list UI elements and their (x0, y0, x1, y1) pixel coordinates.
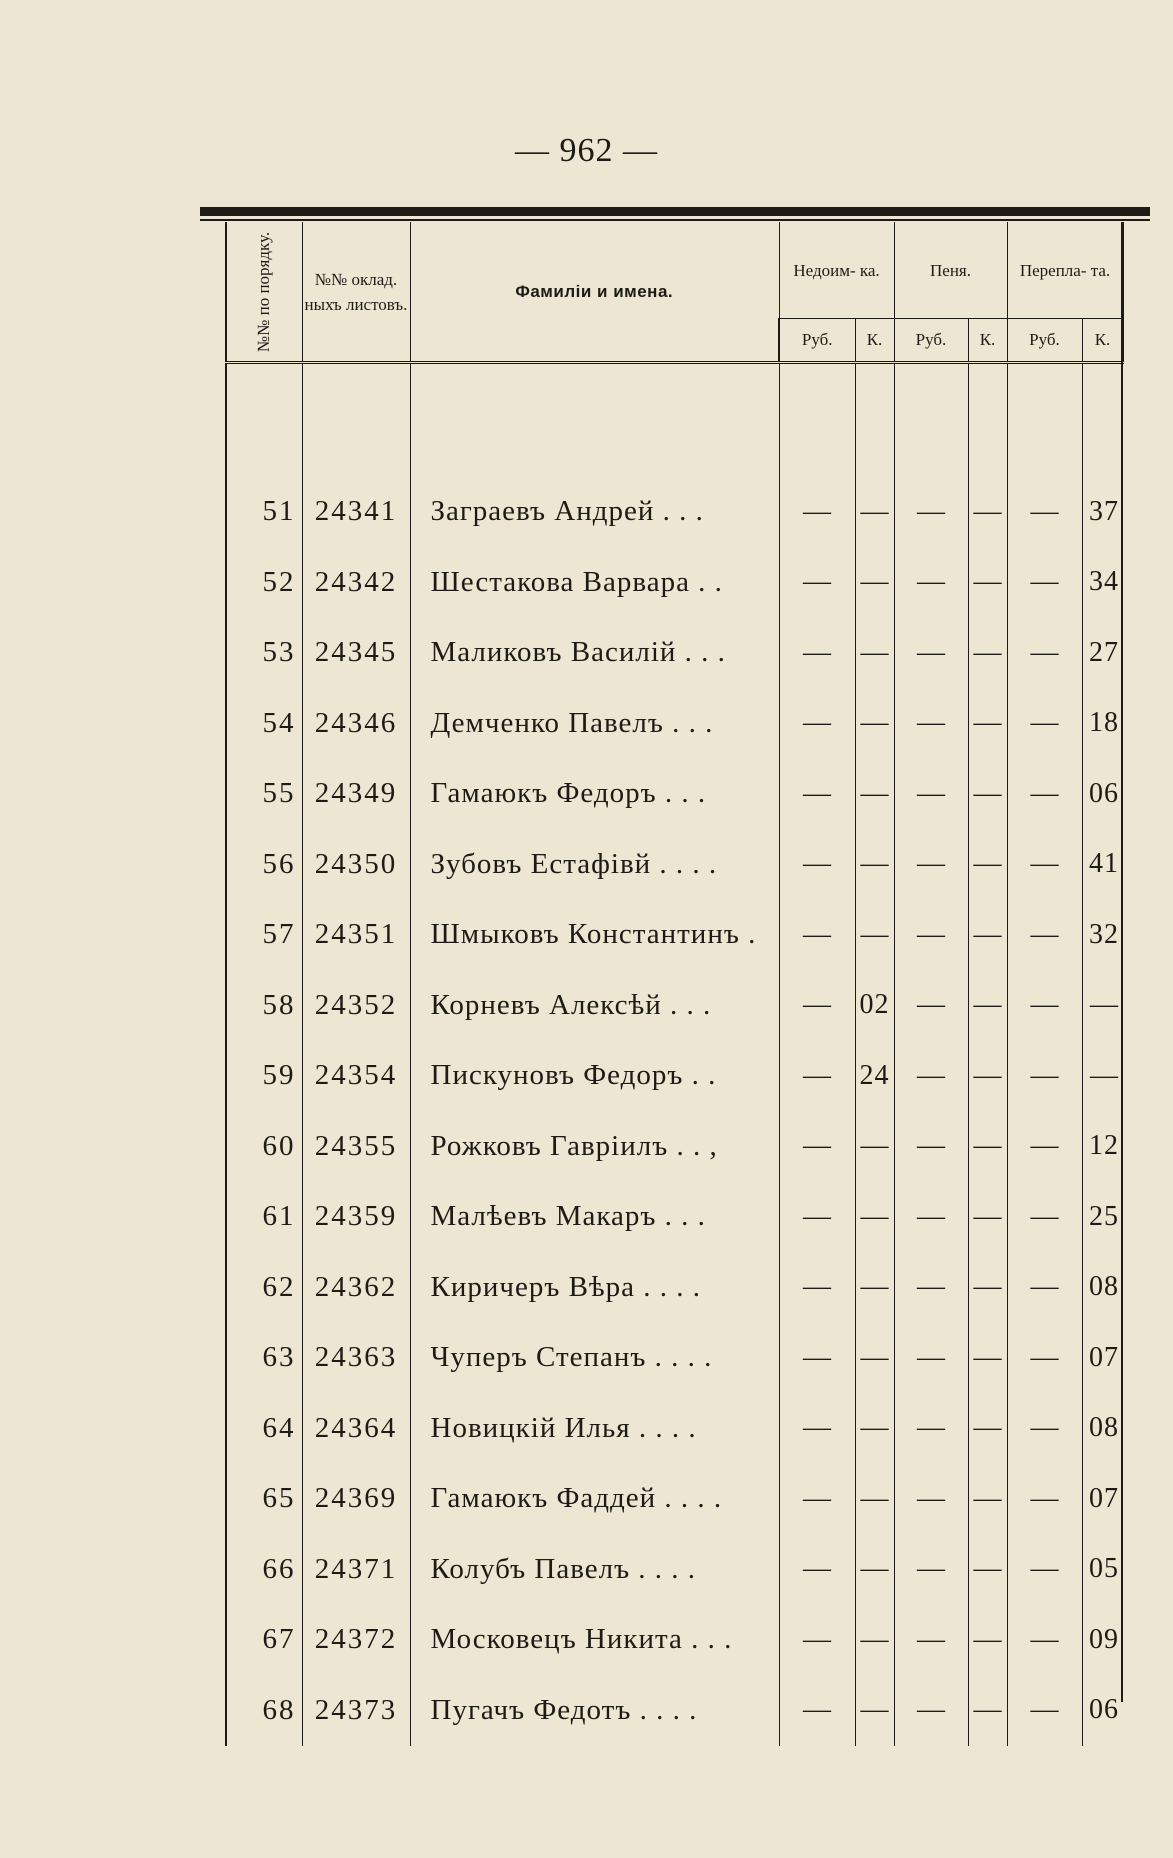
table-row (226, 1605, 1123, 1676)
penalty-rubles: — (894, 829, 968, 900)
overpayment-rubles: — (1007, 1111, 1082, 1182)
overpayment-rubles: — (1007, 1534, 1082, 1605)
penalty-rubles: — (894, 1464, 968, 1535)
person-name: Киричеръ Вѣра . . . . (410, 1252, 779, 1323)
overpayment-kopecks: 07 (1082, 1464, 1123, 1535)
arrears-kopecks: — (855, 1605, 894, 1676)
overpayment-kopecks: 37 (1082, 477, 1123, 548)
arrears-kopecks: — (855, 1464, 894, 1535)
assessment-list-number: 24345 (302, 618, 410, 689)
row-number: 58 (226, 970, 302, 1041)
arrears-rubles: — (779, 1111, 855, 1182)
penalty-kopecks: — (968, 900, 1007, 971)
overpayment-kopecks: — (1082, 1041, 1123, 1112)
table-row (226, 477, 1123, 548)
overpayment-kopecks: 08 (1082, 1393, 1123, 1464)
table-row (226, 1041, 1123, 1112)
arrears-rubles: — (779, 1182, 855, 1253)
header-overpayment-kop: К. (1082, 319, 1123, 363)
penalty-kopecks: — (968, 618, 1007, 689)
assessment-list-number: 24346 (302, 688, 410, 759)
row-number: 59 (226, 1041, 302, 1112)
row-number: 56 (226, 829, 302, 900)
arrears-kopecks: — (855, 477, 894, 548)
table-row (226, 900, 1123, 971)
assessment-list-number: 24351 (302, 900, 410, 971)
penalty-rubles: — (894, 970, 968, 1041)
arrears-kopecks: — (855, 1675, 894, 1746)
overpayment-rubles: — (1007, 1393, 1082, 1464)
row-number: 57 (226, 900, 302, 971)
penalty-rubles: — (894, 1534, 968, 1605)
penalty-rubles: — (894, 618, 968, 689)
arrears-kopecks: — (855, 1534, 894, 1605)
page-number: — 962 — (515, 132, 658, 169)
row-number: 52 (226, 547, 302, 618)
row-number: 55 (226, 759, 302, 830)
overpayment-rubles: — (1007, 1182, 1082, 1253)
penalty-kopecks: — (968, 1534, 1007, 1605)
table-right-border (1121, 222, 1123, 1702)
table-row (226, 970, 1123, 1041)
person-name: Пугачъ Федотъ . . . . (410, 1675, 779, 1746)
overpayment-kopecks: 32 (1082, 900, 1123, 971)
header-penalty-rub: Руб. (894, 319, 968, 363)
table-row (226, 618, 1123, 689)
penalty-rubles: — (894, 759, 968, 830)
arrears-rubles: — (779, 547, 855, 618)
overpayment-kopecks: 12 (1082, 1111, 1123, 1182)
penalty-kopecks: — (968, 970, 1007, 1041)
row-number: 64 (226, 1393, 302, 1464)
header-penalty-kop: К. (968, 319, 1007, 363)
person-name: Малѣевъ Макаръ . . . (410, 1182, 779, 1253)
penalty-rubles: — (894, 900, 968, 971)
arrears-kopecks: 24 (855, 1041, 894, 1112)
arrears-kopecks: — (855, 688, 894, 759)
arrears-rubles: — (779, 1393, 855, 1464)
row-number: 65 (226, 1464, 302, 1535)
penalty-rubles: — (894, 477, 968, 548)
person-name: Зубовъ Естафівй . . . . (410, 829, 779, 900)
overpayment-kopecks: 27 (1082, 618, 1123, 689)
header-arrears-rub: Руб. (779, 319, 855, 363)
overpayment-kopecks: 18 (1082, 688, 1123, 759)
penalty-kopecks: — (968, 1464, 1007, 1535)
assessment-list-number: 24362 (302, 1252, 410, 1323)
overpayment-rubles: — (1007, 477, 1082, 548)
row-number: 54 (226, 688, 302, 759)
header-arrears-kop: К. (855, 319, 894, 363)
person-name: Московецъ Никита . . . (410, 1605, 779, 1676)
row-number: 51 (226, 477, 302, 548)
assessment-list-number: 24359 (302, 1182, 410, 1253)
overpayment-rubles: — (1007, 1675, 1082, 1746)
penalty-kopecks: — (968, 1041, 1007, 1112)
ledger-table (225, 222, 1124, 1746)
header-cell-list: №№ оклад. ныхъ листовъ. (302, 222, 410, 363)
penalty-kopecks: — (968, 1605, 1007, 1676)
arrears-rubles: — (779, 900, 855, 971)
table-row (226, 1464, 1123, 1535)
overpayment-rubles: — (1007, 900, 1082, 971)
penalty-rubles: — (894, 1182, 968, 1253)
penalty-rubles: — (894, 1041, 968, 1112)
row-number: 67 (226, 1605, 302, 1676)
assessment-list-number: 24372 (302, 1605, 410, 1676)
penalty-kopecks: — (968, 1182, 1007, 1253)
overpayment-rubles: — (1007, 759, 1082, 830)
penalty-kopecks: — (968, 547, 1007, 618)
arrears-rubles: — (779, 970, 855, 1041)
header-cell-penalty: Пеня. (894, 222, 1007, 319)
overpayment-rubles: — (1007, 1605, 1082, 1676)
person-name: Шмыковъ Константинъ . (410, 900, 779, 971)
person-name: Рожковъ Гавріилъ . . , (410, 1111, 779, 1182)
person-name: Чуперъ Степанъ . . . . (410, 1323, 779, 1394)
penalty-rubles: — (894, 688, 968, 759)
row-number: 68 (226, 1675, 302, 1746)
arrears-kopecks: — (855, 618, 894, 689)
row-number: 62 (226, 1252, 302, 1323)
assessment-list-number: 24363 (302, 1323, 410, 1394)
overpayment-kopecks: 06 (1082, 1675, 1123, 1746)
row-number: 63 (226, 1323, 302, 1394)
person-name: Колубъ Павелъ . . . . (410, 1534, 779, 1605)
overpayment-rubles: — (1007, 1323, 1082, 1394)
table-row (226, 1675, 1123, 1746)
arrears-kopecks: — (855, 1323, 894, 1394)
table-row (226, 1252, 1123, 1323)
person-name: Пискуновъ Федоръ . . (410, 1041, 779, 1112)
table-row (226, 759, 1123, 830)
arrears-rubles: — (779, 1464, 855, 1535)
assessment-list-number: 24371 (302, 1534, 410, 1605)
header-rule-thick (200, 207, 1150, 216)
overpayment-kopecks: 05 (1082, 1534, 1123, 1605)
arrears-rubles: — (779, 1605, 855, 1676)
person-name: Гамаюкъ Фаддей . . . . (410, 1464, 779, 1535)
row-number: 61 (226, 1182, 302, 1253)
arrears-kopecks: — (855, 547, 894, 618)
header-overpayment-rub: Руб. (1007, 319, 1082, 363)
arrears-kopecks: — (855, 1252, 894, 1323)
arrears-rubles: — (779, 688, 855, 759)
penalty-kopecks: — (968, 688, 1007, 759)
row-number: 53 (226, 618, 302, 689)
arrears-rubles: — (779, 1675, 855, 1746)
arrears-rubles: — (779, 618, 855, 689)
table-row (226, 1323, 1123, 1394)
arrears-rubles: — (779, 1252, 855, 1323)
arrears-rubles: — (779, 1323, 855, 1394)
arrears-kopecks: — (855, 900, 894, 971)
table-row (226, 1182, 1123, 1253)
penalty-kopecks: — (968, 1393, 1007, 1464)
header-number-label: №№ по порядку. (254, 231, 274, 352)
overpayment-rubles: — (1007, 688, 1082, 759)
penalty-kopecks: — (968, 1111, 1007, 1182)
arrears-rubles: — (779, 477, 855, 548)
person-name: Гамаюкъ Федоръ . . . (410, 759, 779, 830)
header-cell-name: Фамиліи и имена. (410, 222, 779, 363)
arrears-rubles: — (779, 829, 855, 900)
penalty-rubles: — (894, 1605, 968, 1676)
table-row (226, 547, 1123, 618)
assessment-list-number: 24350 (302, 829, 410, 900)
person-name: Новицкій Илья . . . . (410, 1393, 779, 1464)
penalty-rubles: — (894, 1252, 968, 1323)
person-name: Заграевъ Андрей . . . (410, 477, 779, 548)
penalty-rubles: — (894, 1111, 968, 1182)
overpayment-rubles: — (1007, 547, 1082, 618)
person-name: Корневъ Алексѣй . . . (410, 970, 779, 1041)
assessment-list-number: 24342 (302, 547, 410, 618)
overpayment-kopecks: 41 (1082, 829, 1123, 900)
overpayment-kopecks: 06 (1082, 759, 1123, 830)
penalty-kopecks: — (968, 1252, 1007, 1323)
assessment-list-number: 24364 (302, 1393, 410, 1464)
overpayment-rubles: — (1007, 618, 1082, 689)
overpayment-kopecks: 08 (1082, 1252, 1123, 1323)
assessment-list-number: 24341 (302, 477, 410, 548)
overpayment-rubles: — (1007, 1041, 1082, 1112)
penalty-rubles: — (894, 1323, 968, 1394)
assessment-list-number: 24373 (302, 1675, 410, 1746)
penalty-kopecks: — (968, 477, 1007, 548)
penalty-rubles: — (894, 1675, 968, 1746)
assessment-list-number: 24355 (302, 1111, 410, 1182)
overpayment-kopecks: 07 (1082, 1323, 1123, 1394)
table-row (226, 1393, 1123, 1464)
penalty-rubles: — (894, 1393, 968, 1464)
penalty-kopecks: — (968, 1675, 1007, 1746)
overpayment-rubles: — (1007, 1464, 1082, 1535)
row-number: 66 (226, 1534, 302, 1605)
arrears-kopecks: — (855, 829, 894, 900)
overpayment-kopecks: 34 (1082, 547, 1123, 618)
overpayment-rubles: — (1007, 1252, 1082, 1323)
overpayment-kopecks: — (1082, 970, 1123, 1041)
person-name: Шестакова Варвара . . (410, 547, 779, 618)
penalty-kopecks: — (968, 829, 1007, 900)
header-cell-arrears: Недоим- ка. (779, 222, 894, 319)
overpayment-rubles: — (1007, 970, 1082, 1041)
person-name: Маликовъ Василій . . . (410, 618, 779, 689)
arrears-kopecks: — (855, 759, 894, 830)
arrears-kopecks: — (855, 1182, 894, 1253)
penalty-rubles: — (894, 547, 968, 618)
row-number: 60 (226, 1111, 302, 1182)
person-name: Демченко Павелъ . . . (410, 688, 779, 759)
header-cell-overpayment: Перепла- та. (1007, 222, 1123, 319)
assessment-list-number: 24369 (302, 1464, 410, 1535)
arrears-rubles: — (779, 1534, 855, 1605)
header-cell-number (226, 222, 302, 363)
arrears-rubles: — (779, 759, 855, 830)
assessment-list-number: 24354 (302, 1041, 410, 1112)
penalty-kopecks: — (968, 759, 1007, 830)
overpayment-kopecks: 09 (1082, 1605, 1123, 1676)
assessment-list-number: 24349 (302, 759, 410, 830)
penalty-kopecks: — (968, 1323, 1007, 1394)
arrears-rubles: — (779, 1041, 855, 1112)
arrears-kopecks: — (855, 1393, 894, 1464)
table-row (226, 688, 1123, 759)
header-rule-thin (200, 219, 1150, 221)
overpayment-rubles: — (1007, 829, 1082, 900)
table-row (226, 1534, 1123, 1605)
assessment-list-number: 24352 (302, 970, 410, 1041)
table-row (226, 829, 1123, 900)
overpayment-kopecks: 25 (1082, 1182, 1123, 1253)
table-row (226, 1111, 1123, 1182)
arrears-kopecks: 02 (855, 970, 894, 1041)
arrears-kopecks: — (855, 1111, 894, 1182)
